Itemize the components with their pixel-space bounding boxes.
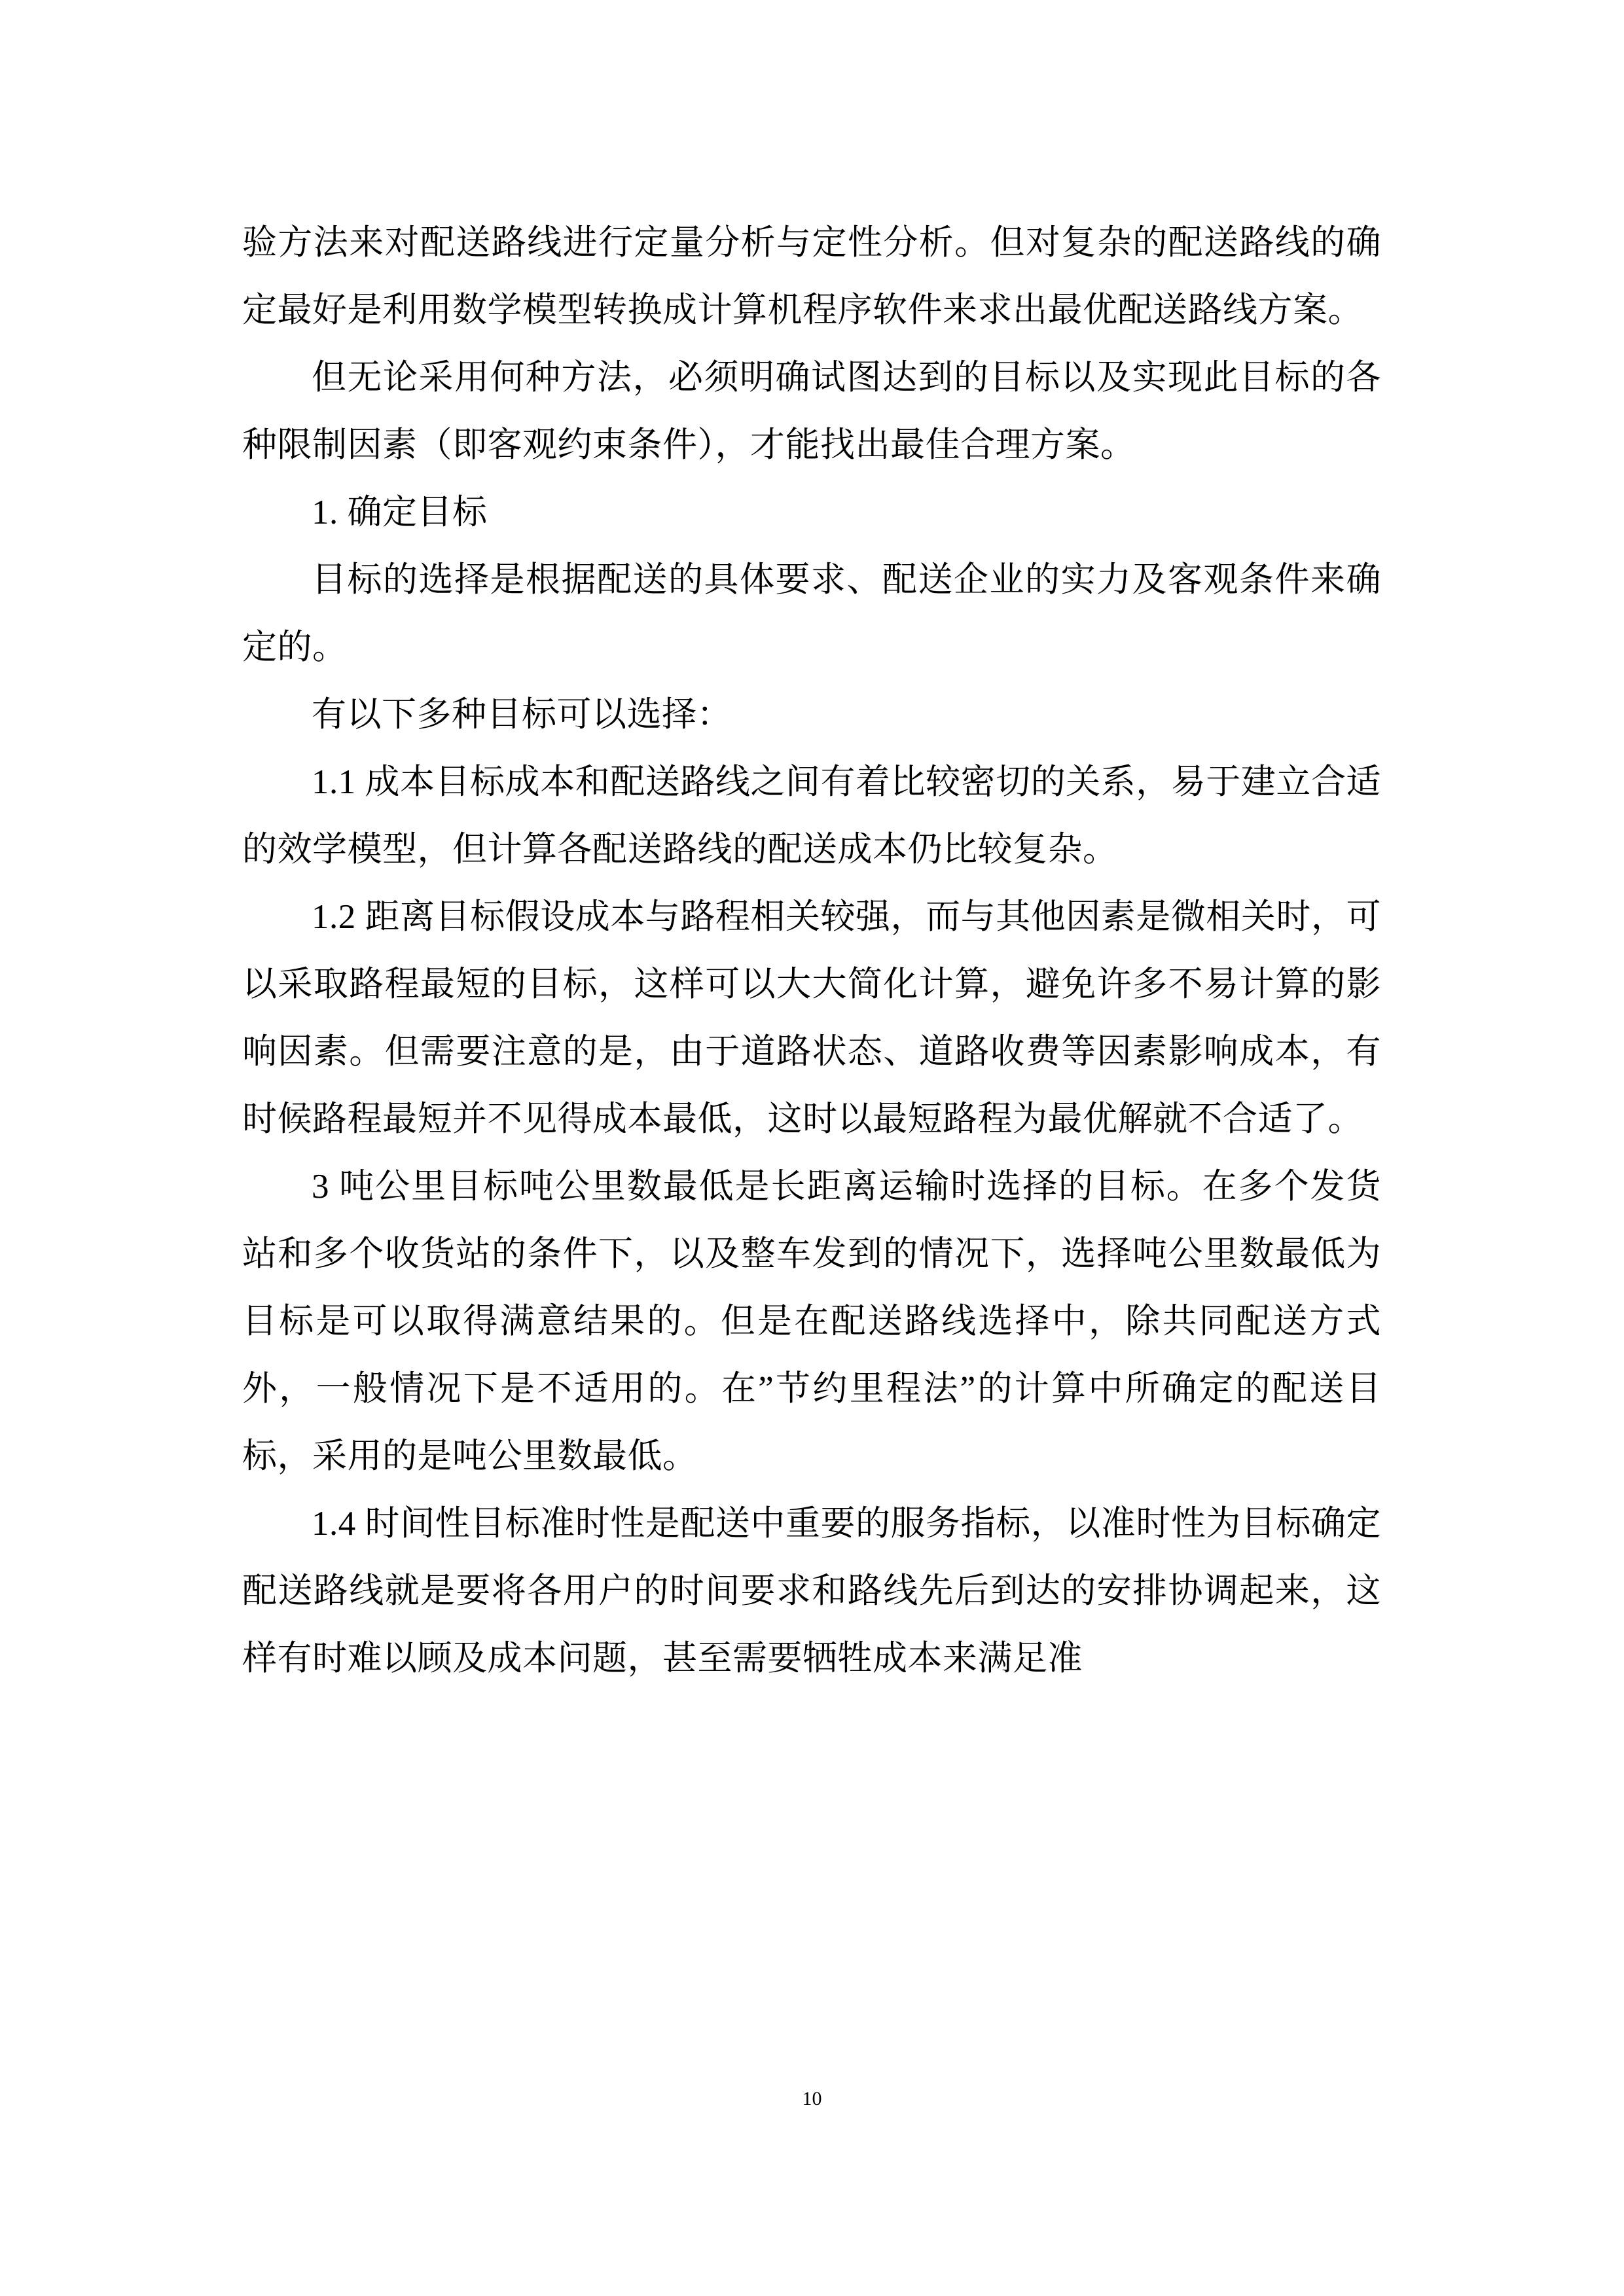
paragraph: 有以下多种目标可以选择：: [312, 696, 732, 734]
paragraph: 3 吨公里目标吨公里数最低是长距离运输时选择的目标。在多个发货站和多个收货站的条件下，以及整车发到的情况下，选择吨公里数最低为目标是可以取得满意结果的。但是在配送路线选择中，除共同配送方式外，一般情况下是不适用的。在”节约里程法”的计算中所确定的配送目标，采用的是吨公里数最低。: [242, 1168, 1381, 1475]
page-body: [242, 209, 1381, 1693]
paragraph: 1.4 时间性目标准时性是配送中重要的服务指标，以准时性为目标确定配送路线就是要将各用户的时间要求和路线先后到达的安排协调起来，这样有时难以顾及成本问题，甚至需要牺牲成本来满足准: [242, 1505, 1381, 1677]
paragraph: 1.1 成本目标成本和配送路线之间有着比较密切的关系，易于建立合适的效学模型，但计算各配送路线的配送成本仍比较复杂。: [242, 763, 1381, 869]
paragraph: 1.2 距离目标假设成本与路程相关较强，而与其他因素是微相关时，可以采取路程最短的目标，这样可以大大简化计算，避免许多不易计算的影响因素。但需要注意的是，由于道路状态、道路收费等因素影响成本，有时候路程最短并不见得成本最低，这时以最短路程为最优解就不合适了。: [242, 898, 1381, 1138]
paragraph: 目标的选择是根据配送的具体要求、配送企业的实力及客观条件来确定的。: [242, 561, 1381, 666]
page-number: 10: [802, 2088, 822, 2109]
paragraph: 但无论采用何种方法，必须明确试图达到的目标以及实现此目标的各种限制因素（即客观约束条件），才能找出最佳合理方案。: [242, 359, 1381, 464]
paragraph: 1. 确定目标: [312, 493, 488, 531]
paragraph: 验方法来对配送路线进行定量分析与定性分析。但对复杂的配送路线的确定最好是利用数学模型转换成计算机程序软件来求出最优配送路线方案。: [242, 224, 1381, 329]
